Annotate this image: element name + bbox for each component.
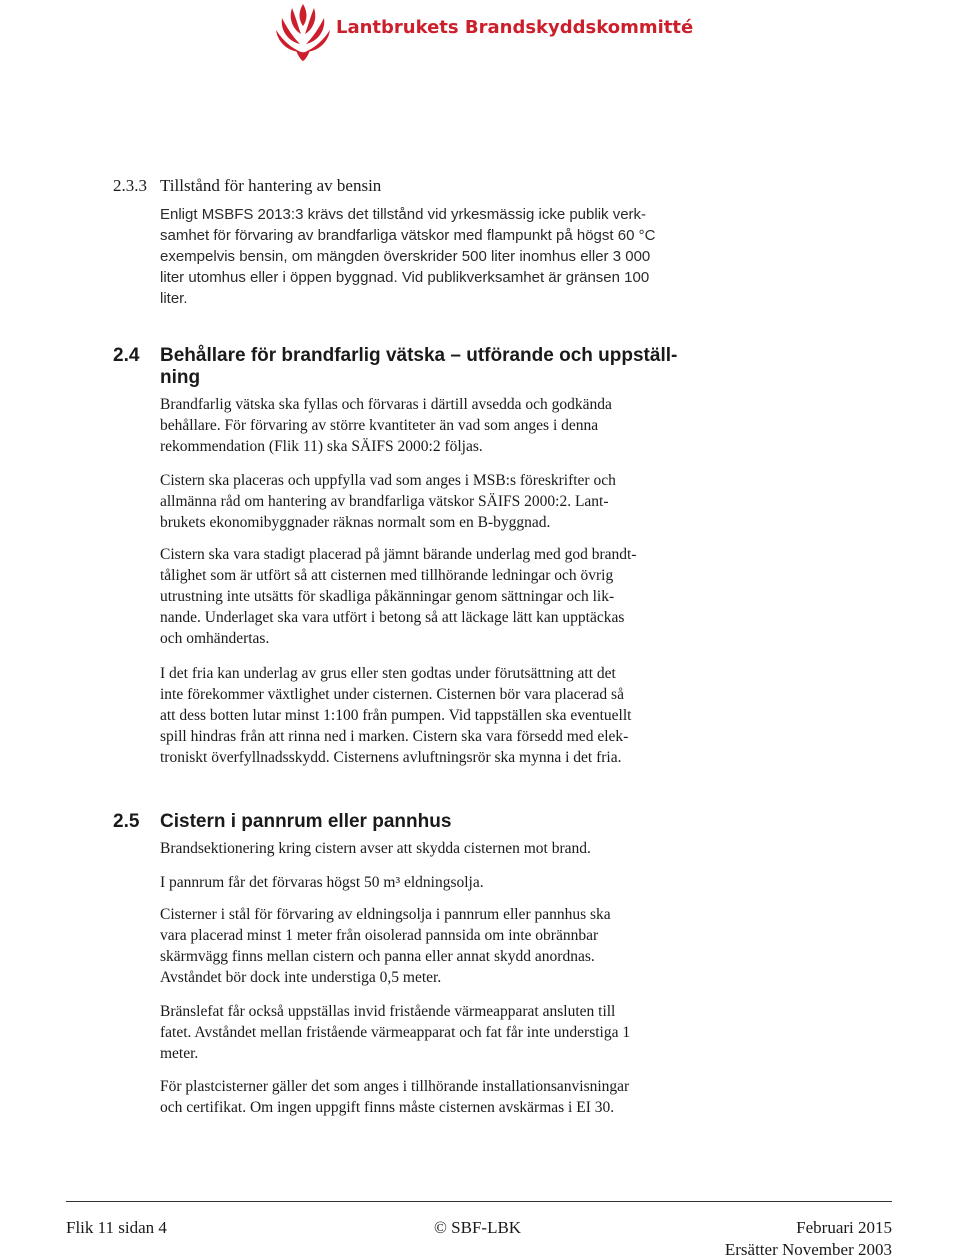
paragraph: [160, 838, 720, 859]
text-line: att dess botten lutar minst 1:100 från pumpen. Vid tappställen ska eventuellt: [160, 707, 632, 724]
text-line: liter utomhus eller i öppen byggnad. Vid publikverksamhet är gränsen 100: [160, 269, 650, 286]
footer-page-label: Flik 11 sidan 4: [66, 1218, 167, 1237]
text-line: exempelvis bensin, om mängden överskrider 500 liter inomhus eller 3 000: [160, 248, 651, 265]
text-line: meter.: [160, 1045, 199, 1062]
text-line: I pannrum får det förvaras högst 50 m³ eldningsolja.: [160, 874, 484, 891]
section-title: Cistern i pannrum eller pannhus: [160, 811, 452, 832]
section-title-line: Behållare för brandfarlig vätska – utförande och uppställ-: [160, 345, 678, 366]
section-number: 2.4: [113, 345, 140, 366]
text-line: liter.: [160, 290, 188, 307]
section-title: Tillstånd för hantering av bensin: [160, 176, 382, 195]
text-line: spill hindras från att rinna ned i marken. Cistern ska vara försedd med elek-: [160, 728, 629, 745]
text-line: allmänna råd om hantering av brandfarliga vätskor SÄIFS 2000:2. Lant-: [160, 493, 609, 510]
text-line: vara placerad minst 1 meter från oisolerad pannsida om inte obrännbar: [160, 927, 599, 944]
text-line: och certifikat. Om ingen uppgift finns måste cisternen avskärmas i EI 30.: [160, 1099, 615, 1116]
organization-name: Lantbrukets Brandskyddskommitté: [336, 17, 694, 38]
flame-logo-icon: [270, 0, 336, 62]
paragraph: [160, 663, 720, 768]
paragraph: [160, 1076, 720, 1118]
paragraph: [160, 470, 720, 533]
paragraph: [160, 394, 720, 457]
text-line: Brandsektionering kring cistern avser att skydda cisternen mot brand.: [160, 840, 591, 857]
footer-replaces: Ersätter November 2003: [724, 1240, 892, 1259]
text-line: fatet. Avståndet mellan fristående värmeapparat och fat får inte understiga 1: [160, 1024, 631, 1041]
section-number: 2.3.3: [113, 176, 147, 195]
text-line: utrustning inte utsätts för skadliga påkänningar genom sättningar och lik-: [160, 588, 615, 605]
text-line: troniskt överfyllnadsskydd. Cisternens avluftningsrör ska mynna i det fria.: [160, 749, 622, 766]
text-line: behållare. För förvaring av större kvantiteter än vad som anges i denna: [160, 417, 599, 434]
paragraph: [160, 904, 720, 988]
paragraph: [160, 872, 720, 893]
text-line: Avståndet bör dock inte understiga 0,5 meter.: [160, 969, 442, 986]
footer-divider: [66, 1201, 892, 1202]
footer-copyright: © SBF-LBK: [434, 1218, 522, 1237]
text-line: brukets ekonomibyggnader räknas normalt som en B-byggnad.: [160, 514, 551, 531]
text-line: rekommendation (Flik 11) ska SÄIFS 2000:2 följas.: [160, 438, 483, 455]
section-title-line: ning: [160, 367, 201, 388]
text-line: Bränslefat får också uppställas invid fristående värmeapparat ansluten till: [160, 1003, 616, 1020]
section-title: [160, 345, 677, 389]
section-number: 2.5: [113, 811, 140, 832]
paragraph: [160, 1001, 720, 1064]
text-line: samhet för förvaring av brandfarliga vätskor med flampunkt på högst 60 °C: [160, 227, 656, 244]
text-line: Enligt MSBFS 2013:3 krävs det tillstånd vid yrkesmässig icke publik verk-: [160, 206, 647, 223]
text-line: Cistern ska vara stadigt placerad på jämnt bärande underlag med god brandt-: [160, 546, 637, 563]
text-line: I det fria kan underlag av grus eller sten godtas under förutsättning att det: [160, 665, 616, 682]
text-line: Cistern ska placeras och uppfylla vad som anges i MSB:s föreskrifter och: [160, 472, 616, 489]
section-body: [160, 204, 720, 309]
text-line: tålighet som är utfört så att cisternen med tillhörande ledningar och övrig: [160, 567, 614, 584]
text-line: Cisterner i stål för förvaring av eldningsolja i pannrum eller pannhus ska: [160, 906, 611, 923]
paragraph: [160, 544, 720, 649]
text-line: nande. Underlaget ska vara utfört i betong så att läckage lätt kan upptäckas: [160, 609, 625, 626]
text-line: inte förekommer växtlighet under cisternen. Cisternen bör vara placerad så: [160, 686, 624, 703]
text-line: och omhändertas.: [160, 630, 270, 647]
text-line: Brandfarlig vätska ska fyllas och förvaras i därtill avsedda och godkända: [160, 396, 612, 413]
text-line: För plastcisterner gäller det som anges i tillhörande installationsanvisningar: [160, 1078, 630, 1095]
footer-date: Februari 2015: [796, 1218, 892, 1237]
text-line: skärmvägg finns mellan cistern och panna eller annat skydd anordnas.: [160, 948, 595, 965]
